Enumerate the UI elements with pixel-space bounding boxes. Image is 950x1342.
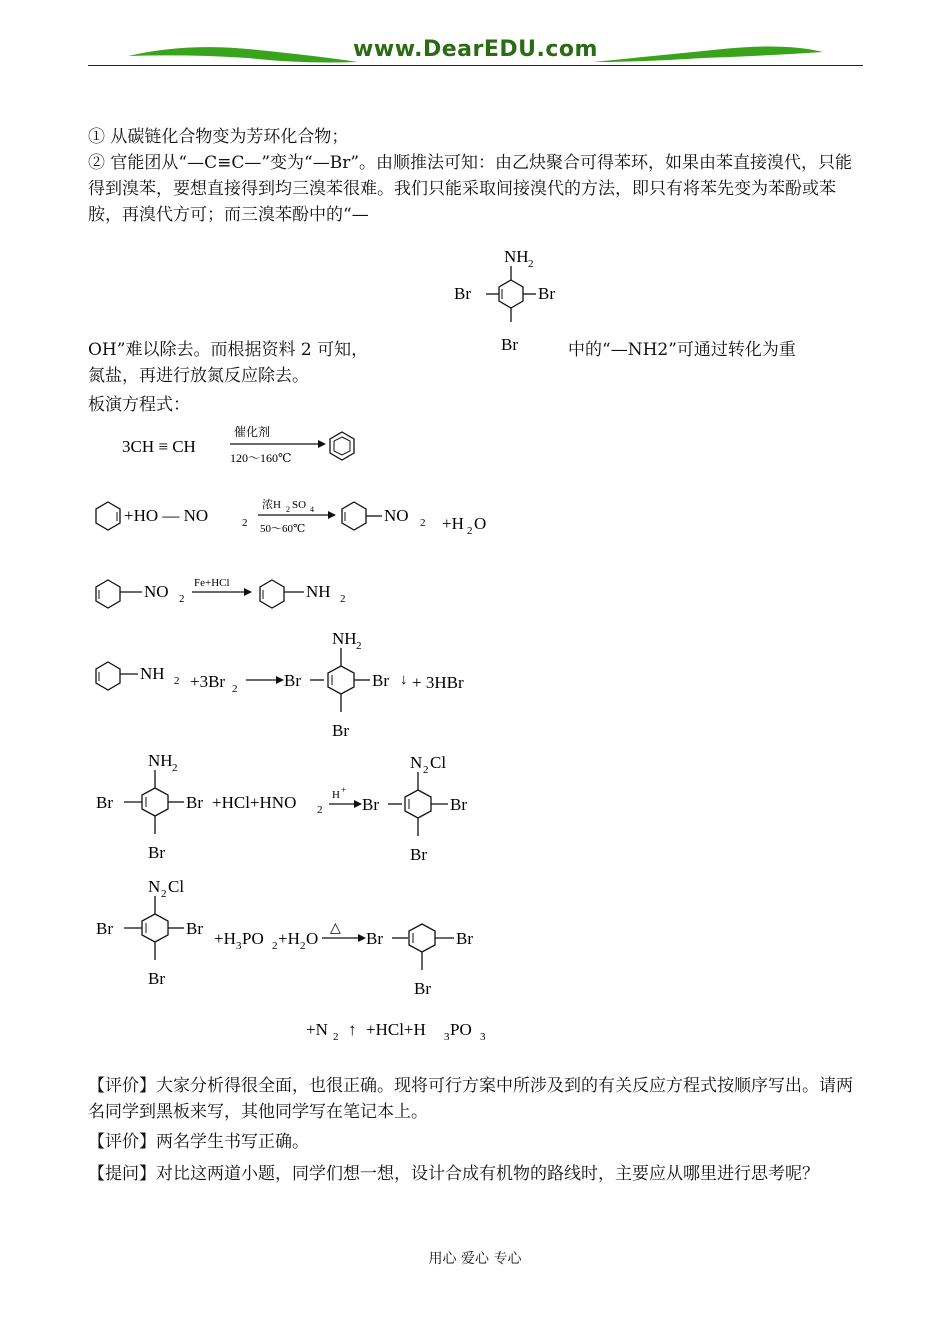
- svg-text:H: H: [332, 789, 340, 801]
- header-rule: [88, 65, 863, 66]
- svg-text:NO: NO: [144, 582, 169, 601]
- svg-text:N: N: [410, 753, 423, 772]
- svg-text:3: 3: [444, 1031, 450, 1043]
- tribromoaniline-inline-structure: [448, 244, 578, 356]
- svg-text:N: N: [148, 877, 161, 896]
- equation-2: [92, 490, 512, 546]
- svg-text:+HCl+HNO: +HCl+HNO: [212, 793, 297, 812]
- equation-1: [120, 420, 380, 472]
- equation-3: [92, 570, 372, 618]
- svg-text:Br: Br: [366, 929, 383, 948]
- svg-text:3CH ≡ CH: 3CH ≡ CH: [122, 437, 196, 456]
- svg-text:+HO — NO: +HO — NO: [124, 506, 209, 525]
- diazonium-text: 氮盐，再进行放氮反应除去。: [88, 366, 309, 386]
- svg-text:Br: Br: [501, 335, 518, 354]
- svg-text:△: △: [330, 921, 341, 936]
- evaluation-1: 【评价】大家分析得很全面，也很正确。现将可行方案中所涉及到的有关反应方程式按顺序写出。请两名同学到黑板来写，其他同学写在笔记本上。: [88, 1076, 853, 1122]
- svg-text:+3Br: +3Br: [190, 672, 226, 691]
- svg-text:+ 3HBr: + 3HBr: [412, 673, 464, 692]
- equations-heading: 板演方程式：: [88, 395, 190, 415]
- svg-text:+H: +H: [442, 514, 464, 533]
- footer-slogan: 用心 爱心 专心: [428, 1251, 522, 1267]
- svg-text:2: 2: [423, 764, 429, 776]
- svg-text:+HCl+H: +HCl+H: [366, 1020, 426, 1039]
- svg-text:NO: NO: [384, 506, 409, 525]
- svg-text:2: 2: [467, 525, 473, 537]
- svg-text:50～60℃: 50～60℃: [260, 523, 306, 535]
- svg-text:Cl: Cl: [430, 753, 447, 772]
- svg-text:NH: NH: [148, 751, 173, 770]
- svg-text:+H: +H: [278, 929, 300, 948]
- svg-text:Br: Br: [332, 721, 349, 740]
- svg-text:NH: NH: [306, 582, 331, 601]
- svg-text:120～160℃: 120～160℃: [230, 451, 292, 465]
- svg-text:Cl: Cl: [168, 877, 185, 896]
- svg-text:Br: Br: [454, 284, 471, 303]
- svg-text:Fe+HCl: Fe+HCl: [194, 577, 230, 589]
- svg-text:↓: ↓: [400, 672, 408, 688]
- svg-text:Br: Br: [450, 795, 467, 814]
- svg-text:Br: Br: [456, 929, 473, 948]
- evaluation-2: 【评价】两名学生书写正确。: [88, 1132, 309, 1152]
- svg-text:Br: Br: [148, 969, 165, 988]
- svg-text:2: 2: [161, 888, 167, 900]
- svg-text:Br: Br: [414, 979, 431, 998]
- svg-text:2: 2: [242, 517, 248, 529]
- svg-text:2: 2: [232, 683, 238, 695]
- nh2-conversion-text: 中的“—NH2”可通过转化为重: [568, 340, 796, 360]
- svg-text:+H: +H: [214, 929, 236, 948]
- equation-4: [92, 624, 512, 744]
- svg-text:Br: Br: [362, 795, 379, 814]
- question: 【提问】对比这两道小题，同学们想一想，设计合成有机物的路线时，主要应从哪里进行思考呢？: [88, 1164, 819, 1184]
- point-2: ② 官能团从“—C≡C—”变为“—Br”。由顺推法可知：由乙炔聚合可得苯环，如果由苯直接溴代，只能得到溴苯，要想直接得到均三溴苯很难。我们只能采取间接溴代的方法，即只有将苯先变为苯酚或苯胺，再溴代方可；而三溴苯酚中的“—: [88, 153, 853, 225]
- svg-text:Br: Br: [96, 793, 113, 812]
- svg-text:Br: Br: [186, 919, 203, 938]
- svg-text:2: 2: [317, 804, 323, 816]
- svg-text:O: O: [474, 514, 487, 533]
- svg-text:2: 2: [528, 258, 534, 270]
- svg-text:Br: Br: [372, 671, 389, 690]
- svg-text:NH: NH: [140, 664, 165, 683]
- svg-text:2: 2: [340, 593, 346, 605]
- svg-text:催化剂: 催化剂: [234, 425, 271, 439]
- page-header: [88, 34, 863, 74]
- svg-text:2: 2: [179, 593, 185, 605]
- svg-text:O: O: [306, 929, 319, 948]
- svg-text:2: 2: [356, 640, 362, 652]
- svg-text:+N: +N: [306, 1020, 328, 1039]
- point-1: ① 从碳链化合物变为芳环化合物；: [88, 127, 349, 147]
- svg-text:NH: NH: [504, 247, 529, 266]
- equation-6: [92, 870, 512, 1046]
- svg-text:NH: NH: [332, 629, 357, 648]
- svg-text:3: 3: [236, 940, 242, 952]
- svg-text:Br: Br: [538, 284, 555, 303]
- svg-text:2: 2: [272, 940, 278, 952]
- svg-text:2: 2: [174, 675, 180, 687]
- svg-text:SO: SO: [292, 499, 307, 511]
- svg-text:Br: Br: [284, 671, 301, 690]
- svg-text:PO: PO: [242, 929, 264, 948]
- svg-text:Br: Br: [148, 843, 165, 862]
- svg-text:2: 2: [420, 517, 426, 529]
- svg-text:浓H: 浓H: [262, 499, 281, 511]
- svg-text:3: 3: [480, 1031, 486, 1043]
- oh-text: OH”难以除去。而根据资料 2 可知，: [88, 340, 369, 360]
- svg-text:2: 2: [286, 505, 290, 514]
- svg-text:Br: Br: [96, 919, 113, 938]
- svg-text:2: 2: [172, 762, 178, 774]
- svg-text:↑: ↑: [348, 1020, 357, 1039]
- svg-text:Br: Br: [410, 845, 427, 864]
- site-brand[interactable]: www.DearEDU.com: [353, 37, 598, 62]
- svg-text:2: 2: [300, 940, 306, 952]
- svg-text:+: +: [341, 785, 347, 795]
- equation-5: [92, 746, 512, 868]
- svg-text:4: 4: [310, 505, 314, 514]
- svg-text:Br: Br: [186, 793, 203, 812]
- svg-text:2: 2: [333, 1031, 339, 1043]
- svg-text:PO: PO: [450, 1020, 472, 1039]
